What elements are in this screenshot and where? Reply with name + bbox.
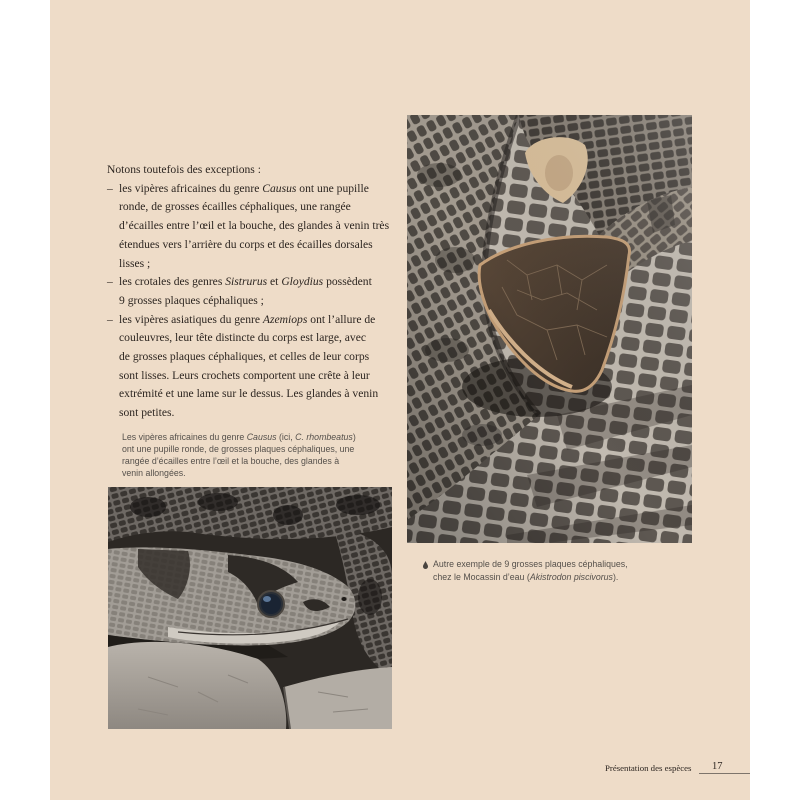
text-run: les crotales des genres [119, 275, 226, 289]
text-line: rangée d’écailles entre l’œil et la bouche, des glandes à [122, 456, 340, 466]
caption-causus [122, 431, 356, 479]
caption-lines [423, 558, 628, 584]
text-run: (ici, [276, 432, 296, 442]
text-run: ont l’allure de [307, 312, 376, 326]
text-line: venin allongées. [122, 468, 186, 478]
snake-eye [258, 591, 284, 617]
text-run: et [267, 275, 282, 289]
nostril [342, 597, 347, 601]
text-line: étendues vers l’arrière du corps et des écailles dorsales [119, 237, 373, 251]
italic-term: Akistrodon piscivorus [529, 572, 613, 582]
text-run: Les vipères africaines du genre [122, 432, 247, 442]
text-line [119, 180, 397, 199]
exception-list [107, 180, 397, 423]
exception-item [107, 273, 397, 310]
list-dash-marker: – [107, 312, 113, 326]
text-line: sont lisses. Leurs crochets comportent une crête à leur [119, 368, 370, 382]
text-run: ). [612, 572, 619, 582]
cottonmouth-photo [407, 115, 692, 543]
exception-item [107, 311, 397, 423]
italic-term: Causus [246, 432, 277, 442]
text-line: 9 grosses plaques céphaliques ; [119, 293, 264, 307]
text-line [433, 571, 628, 584]
up-pointer-icon [423, 561, 428, 569]
text-line: d’écailles entre l’œil et la bouche, des glandes à venin très [119, 219, 390, 233]
italic-term: Sistrurus [225, 275, 268, 289]
footer-rule [699, 773, 750, 774]
text-run: chez le Mocassin d’eau ( [433, 572, 530, 582]
text-line [119, 273, 397, 292]
italic-term: Azemiops [262, 312, 308, 326]
italic-term: Causus [262, 181, 297, 195]
text-line: extrémité et une lame sur le dessus. Les glandes à venin [119, 387, 379, 401]
italic-term: C. rhombeatus [295, 432, 353, 442]
causus-photo [108, 487, 392, 729]
body-text [107, 161, 397, 423]
text-line [119, 311, 397, 330]
text-run: possèdent [323, 275, 372, 289]
text-line [122, 431, 356, 443]
caption-cottonmouth [423, 558, 628, 584]
exception-item [107, 180, 397, 274]
intro-line: Notons toutefois des exceptions : [107, 163, 261, 176]
text-line: lisses ; [119, 256, 151, 270]
caption-lines [122, 431, 356, 479]
text-run: ) [352, 432, 356, 442]
running-footer-section: Présentation des espèces [605, 763, 692, 773]
text-run: les vipères africaines du genre [119, 181, 263, 195]
list-dash-marker: – [107, 181, 113, 195]
text-line: sont petites. [119, 406, 175, 420]
text-run: ont une pupille [296, 181, 369, 195]
text-line: couleuvres, leur tête distincte du corps est large, avec [119, 331, 367, 345]
text-line: ont une pupille ronde, de grosses plaques céphaliques, une [122, 444, 355, 454]
text-line: ronde, de grosses écailles céphaliques, une rangée [119, 200, 351, 214]
italic-term: Gloydius [281, 275, 324, 289]
text-line: Autre exemple de 9 grosses plaques céphaliques, [433, 559, 628, 569]
text-run: les vipères asiatiques du genre [119, 312, 263, 326]
page-number: 17 [712, 761, 723, 772]
list-dash-marker: – [107, 275, 113, 289]
text-line: de grosses plaques céphaliques, et celles de leur corps [119, 350, 370, 364]
